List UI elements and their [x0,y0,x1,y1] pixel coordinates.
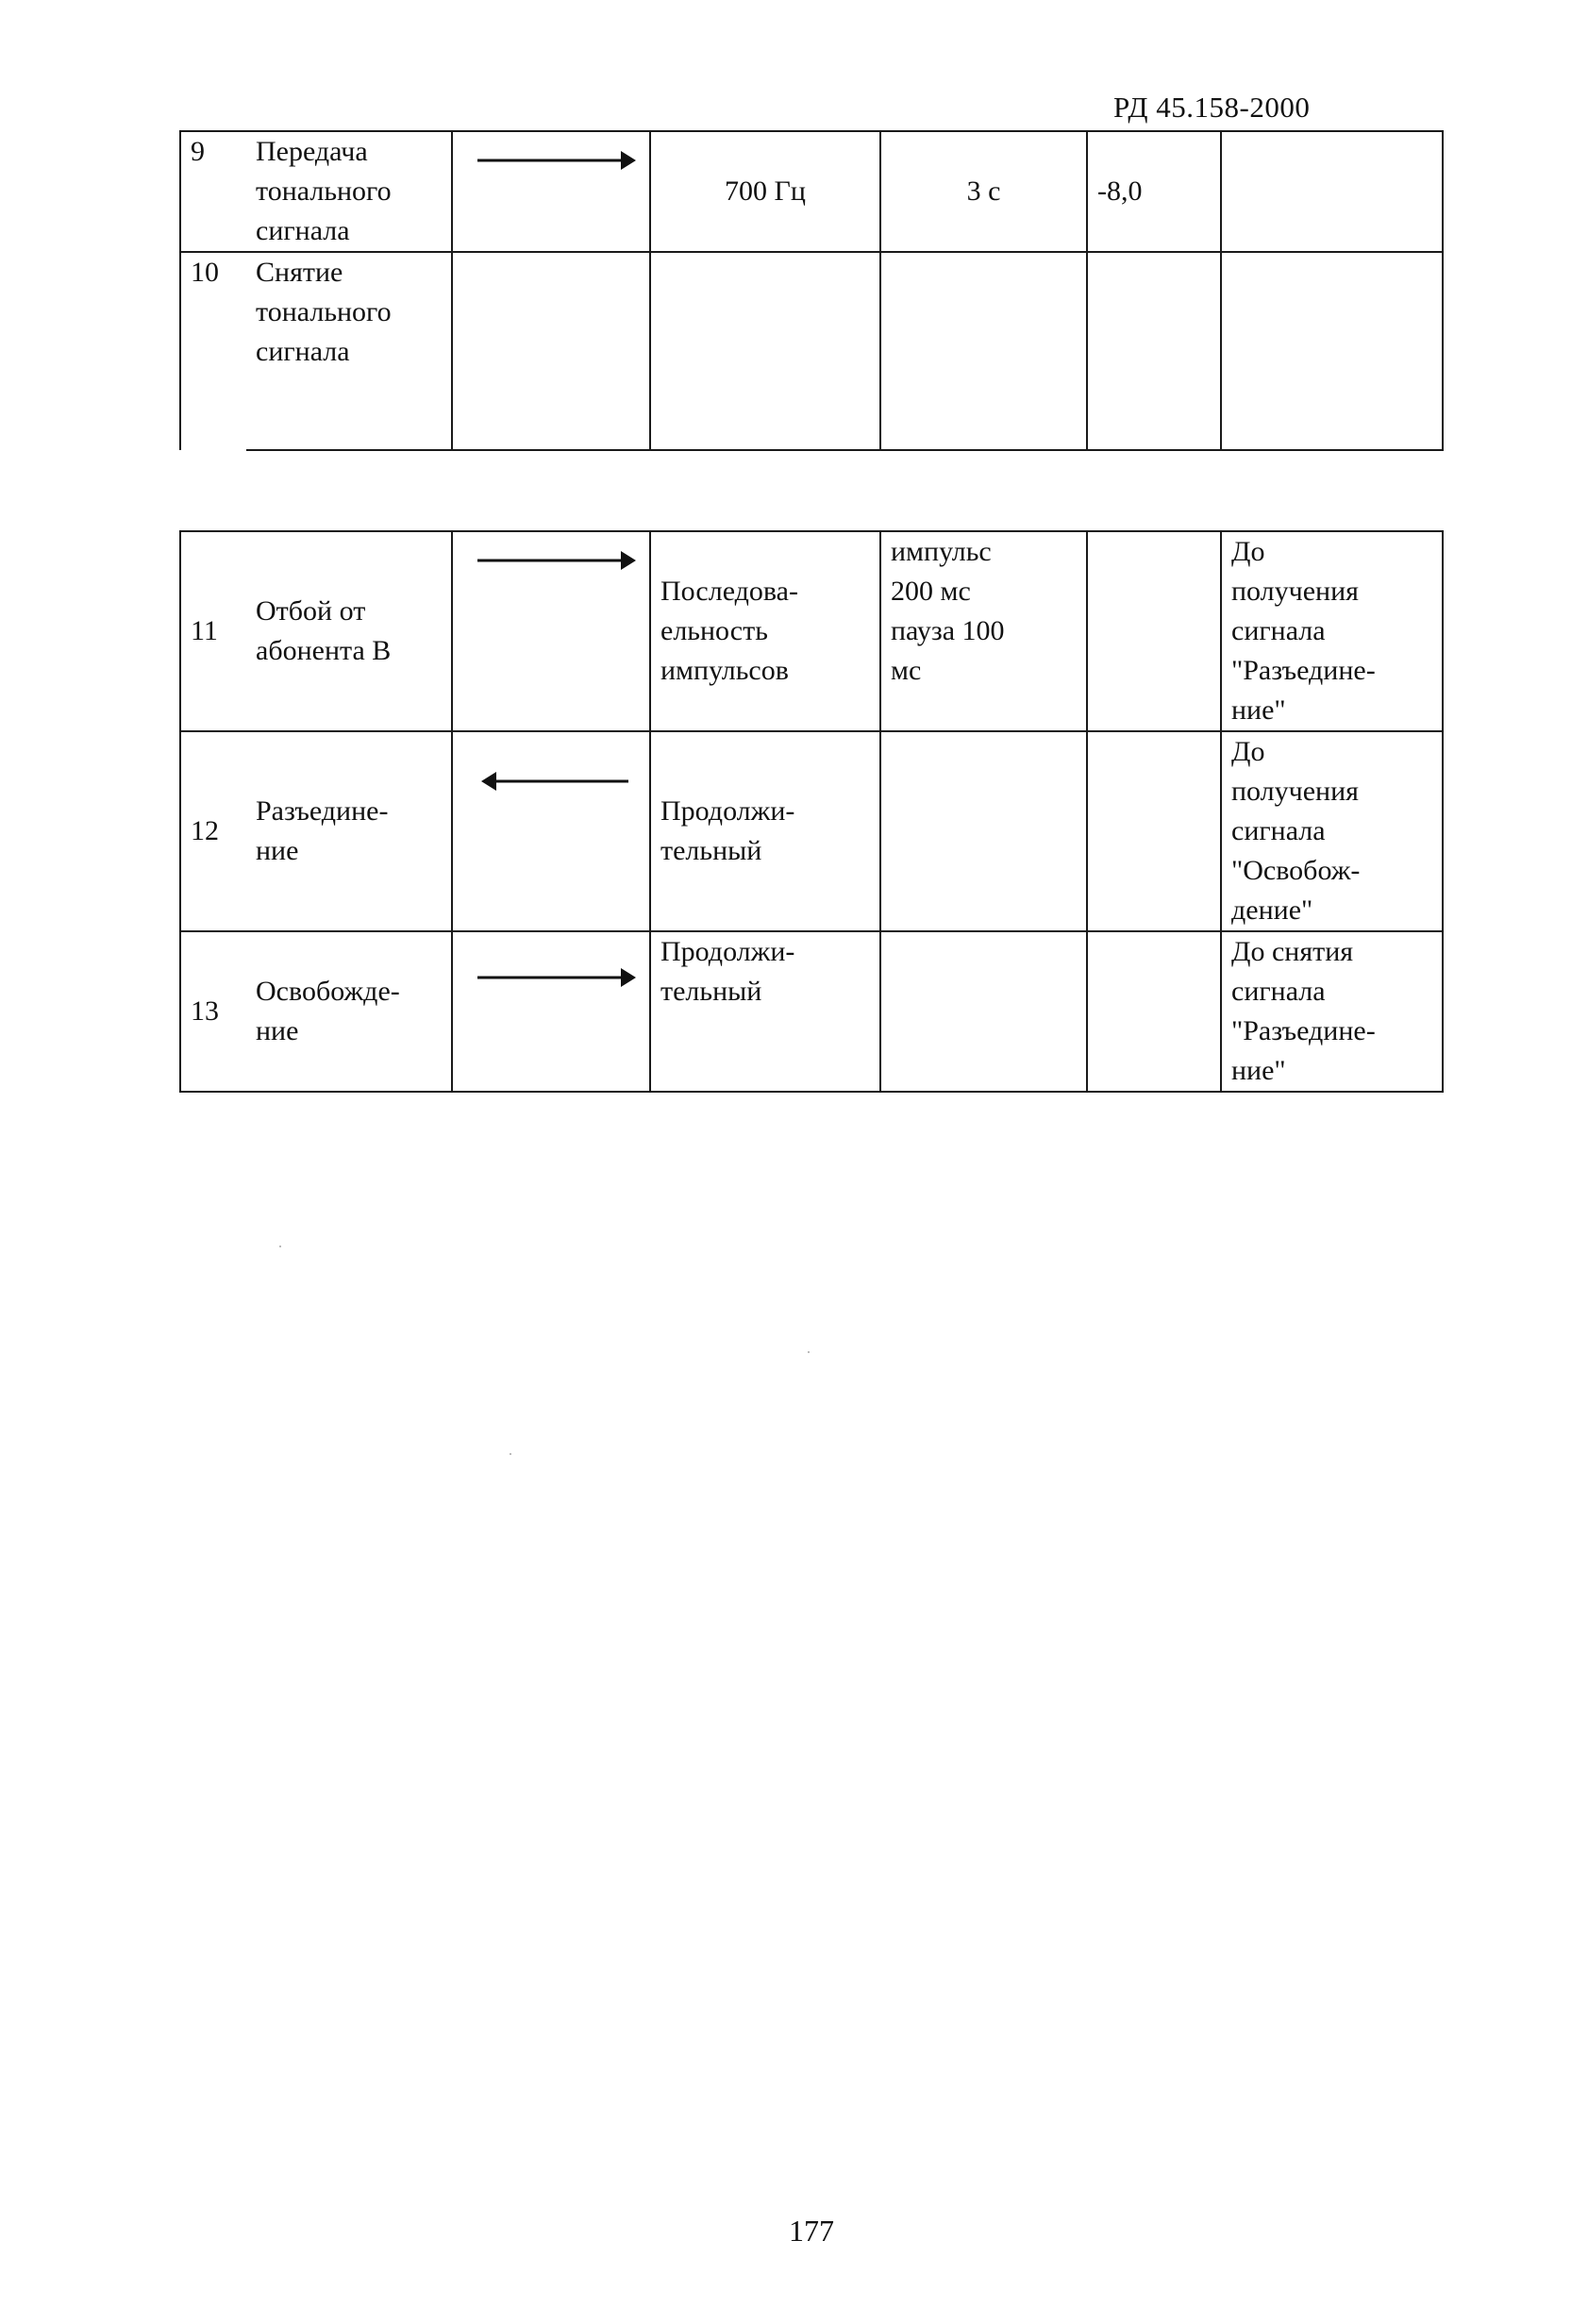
signal-duration: 3 с [880,131,1087,252]
table-row [180,131,1443,252]
scan-speck [510,1453,511,1455]
scan-speck [808,1351,810,1353]
table-row [180,531,1443,731]
right-arrow-icon [462,132,650,174]
signal-level [1087,252,1221,450]
signal-duration: импульс 200 мс пауза 100 мс [880,531,1087,731]
signal-table-1 [179,130,1444,451]
direction-cell [452,531,650,731]
signal-name: Освобожде- ние [246,931,452,1092]
direction-cell [452,731,650,931]
signal-level [1087,931,1221,1092]
signal-type [650,252,880,450]
signal-note [1221,252,1443,450]
signal-type: 700 Гц [650,131,880,252]
signal-note: До получения сигнала "Освобож- дение" [1221,731,1443,931]
table-row [180,931,1443,1092]
signal-duration [880,731,1087,931]
table-row [180,252,1443,450]
right-arrow-icon [462,532,650,574]
signal-level [1087,731,1221,931]
signal-type: Последова- ельность импульсов [650,531,880,731]
page-number: 177 [789,2214,834,2248]
signal-type: Продолжи- тельный [650,931,880,1092]
signal-duration [880,252,1087,450]
signal-level [1087,531,1221,731]
left-arrow-icon [462,732,650,808]
signal-table-2 [179,530,1444,1093]
row-number: 9 [180,131,246,252]
document-code: РД 45.158-2000 [1113,91,1311,124]
signal-duration [880,931,1087,1092]
direction-cell [452,131,650,252]
table-row [180,731,1443,931]
signal-type: Продолжи- тельный [650,731,880,931]
signal-note: До снятия сигнала "Разъедине- ние" [1221,931,1443,1092]
direction-cell [452,931,650,1092]
signal-level: -8,0 [1087,131,1221,252]
row-number: 13 [180,931,246,1092]
signal-name: Разъедине- ние [246,731,452,931]
signal-note: До получения сигнала "Разъедине- ние" [1221,531,1443,731]
row-number: 11 [180,531,246,731]
row-number: 12 [180,731,246,931]
scan-speck [279,1246,281,1247]
signal-name: Передача тонального сигнала [246,131,452,252]
row-number: 10 [180,252,246,450]
signal-name: Снятие тонального сигнала [246,252,452,450]
direction-cell [452,252,650,450]
signal-note [1221,131,1443,252]
right-arrow-icon [462,932,650,1008]
signal-name: Отбой от абонента В [246,531,452,731]
